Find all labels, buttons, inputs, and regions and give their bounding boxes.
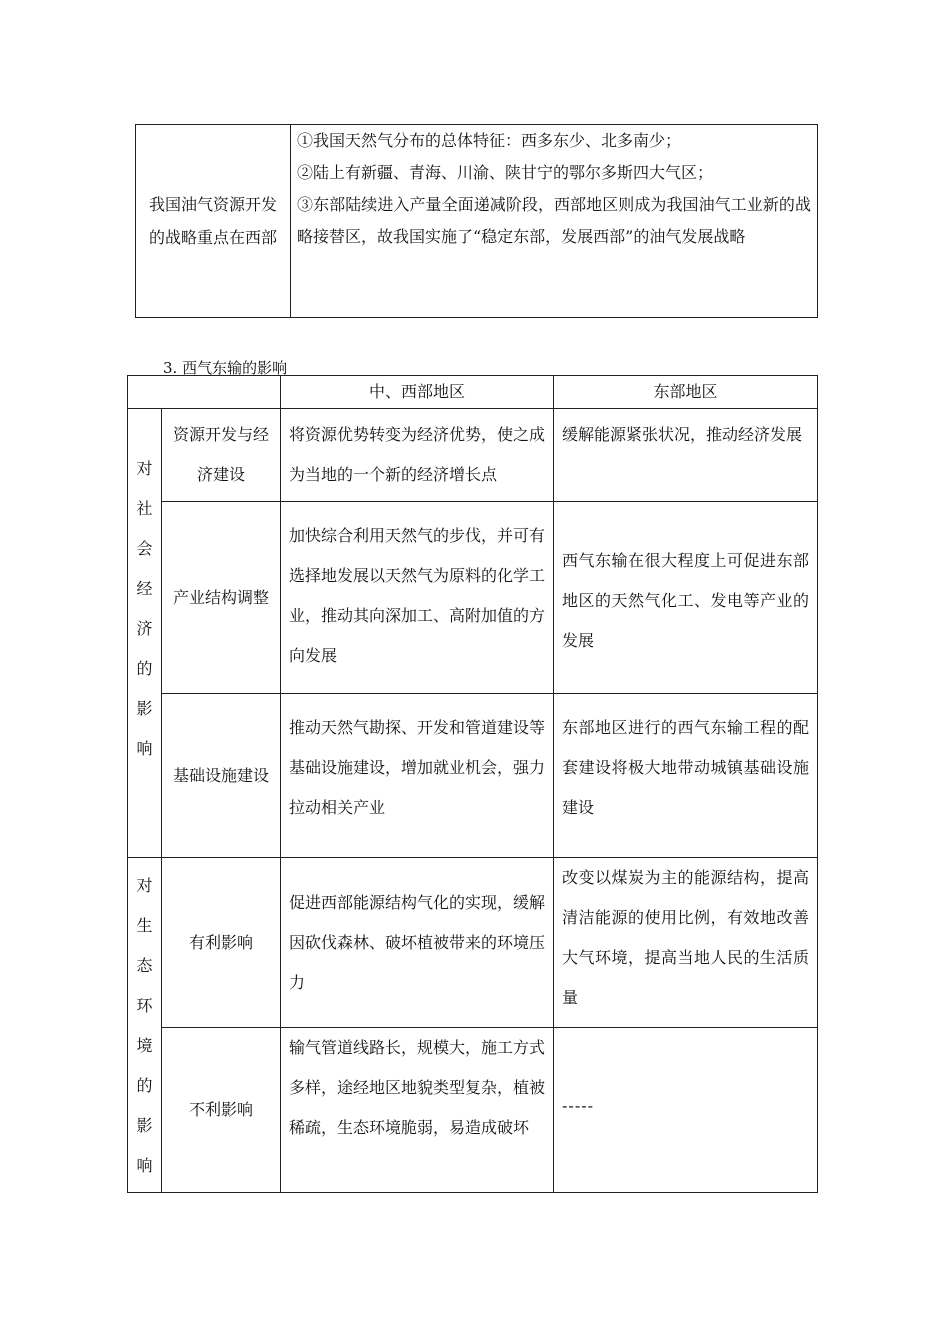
east-impact-cell: 缓解能源紧张状况，推动经济发展: [554, 409, 818, 502]
sub-category-cell: 有利影响: [162, 858, 281, 1028]
strategy-point: ①我国天然气分布的总体特征：西多东少、北多南少；: [297, 131, 682, 150]
strategy-heading-cell: 我国油气资源开发的战略重点在西部: [136, 125, 291, 318]
header-empty-cell: [128, 376, 281, 409]
west-impact-cell: 将资源优势转变为经济优势，使之成为当地的一个新的经济增长点: [281, 409, 554, 502]
section-title: 3. 西气东输的影响: [163, 359, 288, 377]
header-east: 东部地区: [554, 376, 818, 409]
east-impact-cell: 东部地区进行的西气东输工程的配套建设将极大地带动城镇基础设施建设: [554, 694, 818, 858]
west-impact-cell: 输气管道线路长，规模大，施工方式多样，途经地区地貌类型复杂，植被稀疏，生态环境脆弱，易造成破坏: [281, 1028, 554, 1193]
east-impact-cell: 改变以煤炭为主的能源结构，提高清洁能源的使用比例，有效地改善大气环境，提高当地人民的生活质量: [554, 858, 818, 1028]
table-row: [128, 409, 818, 502]
west-impact-cell: 加快综合利用天然气的步伐，并可有选择地发展以天然气为原料的化学工业，推动其向深加工、高附加值的方向发展: [281, 502, 554, 694]
empty-placeholder: -----: [562, 1096, 595, 1115]
category-ecological: 对 生 态 环 境 的 影 响: [128, 858, 162, 1193]
strategy-point: ②陆上有新疆、青海、川渝、陕甘宁的鄂尔多斯四大气区；: [297, 163, 714, 182]
sub-category-cell: 资源开发与经济建设: [162, 409, 281, 502]
strategy-point: ③东部陆续进入产量全面递减阶段，西部地区则成为我国油气工业新的战略接替区，故我国实施了“稳定东部，发展西部”的油气发展战略: [297, 195, 811, 246]
strategy-points-cell: [291, 125, 818, 318]
west-east-gas-impact-table: [127, 375, 818, 1193]
west-impact-cell: 促进西部能源结构气化的实现，缓解因砍伐森林、破坏植被带来的环境压力: [281, 858, 554, 1028]
table-row: [128, 502, 818, 694]
west-impact-cell: 推动天然气勘探、开发和管道建设等基础设施建设，增加就业机会，强力拉动相关产业: [281, 694, 554, 858]
sub-category-cell: 不利影响: [162, 1028, 281, 1193]
table-row: [128, 858, 818, 1028]
sub-category-cell: 产业结构调整: [162, 502, 281, 694]
oil-gas-strategy-table: [135, 124, 818, 318]
east-impact-cell: 西气东输在很大程度上可促进东部地区的天然气化工、发电等产业的发展: [554, 502, 818, 694]
category-socio-economic: 对 社 会 经 济 的 影 响: [128, 409, 162, 858]
table-row: [128, 1028, 818, 1193]
table-row: [136, 125, 818, 318]
table-row: [128, 694, 818, 858]
east-impact-cell: [554, 1028, 818, 1193]
header-central-west: 中、西部地区: [281, 376, 554, 409]
sub-category-cell: 基础设施建设: [162, 694, 281, 858]
table-header-row: [128, 376, 818, 409]
